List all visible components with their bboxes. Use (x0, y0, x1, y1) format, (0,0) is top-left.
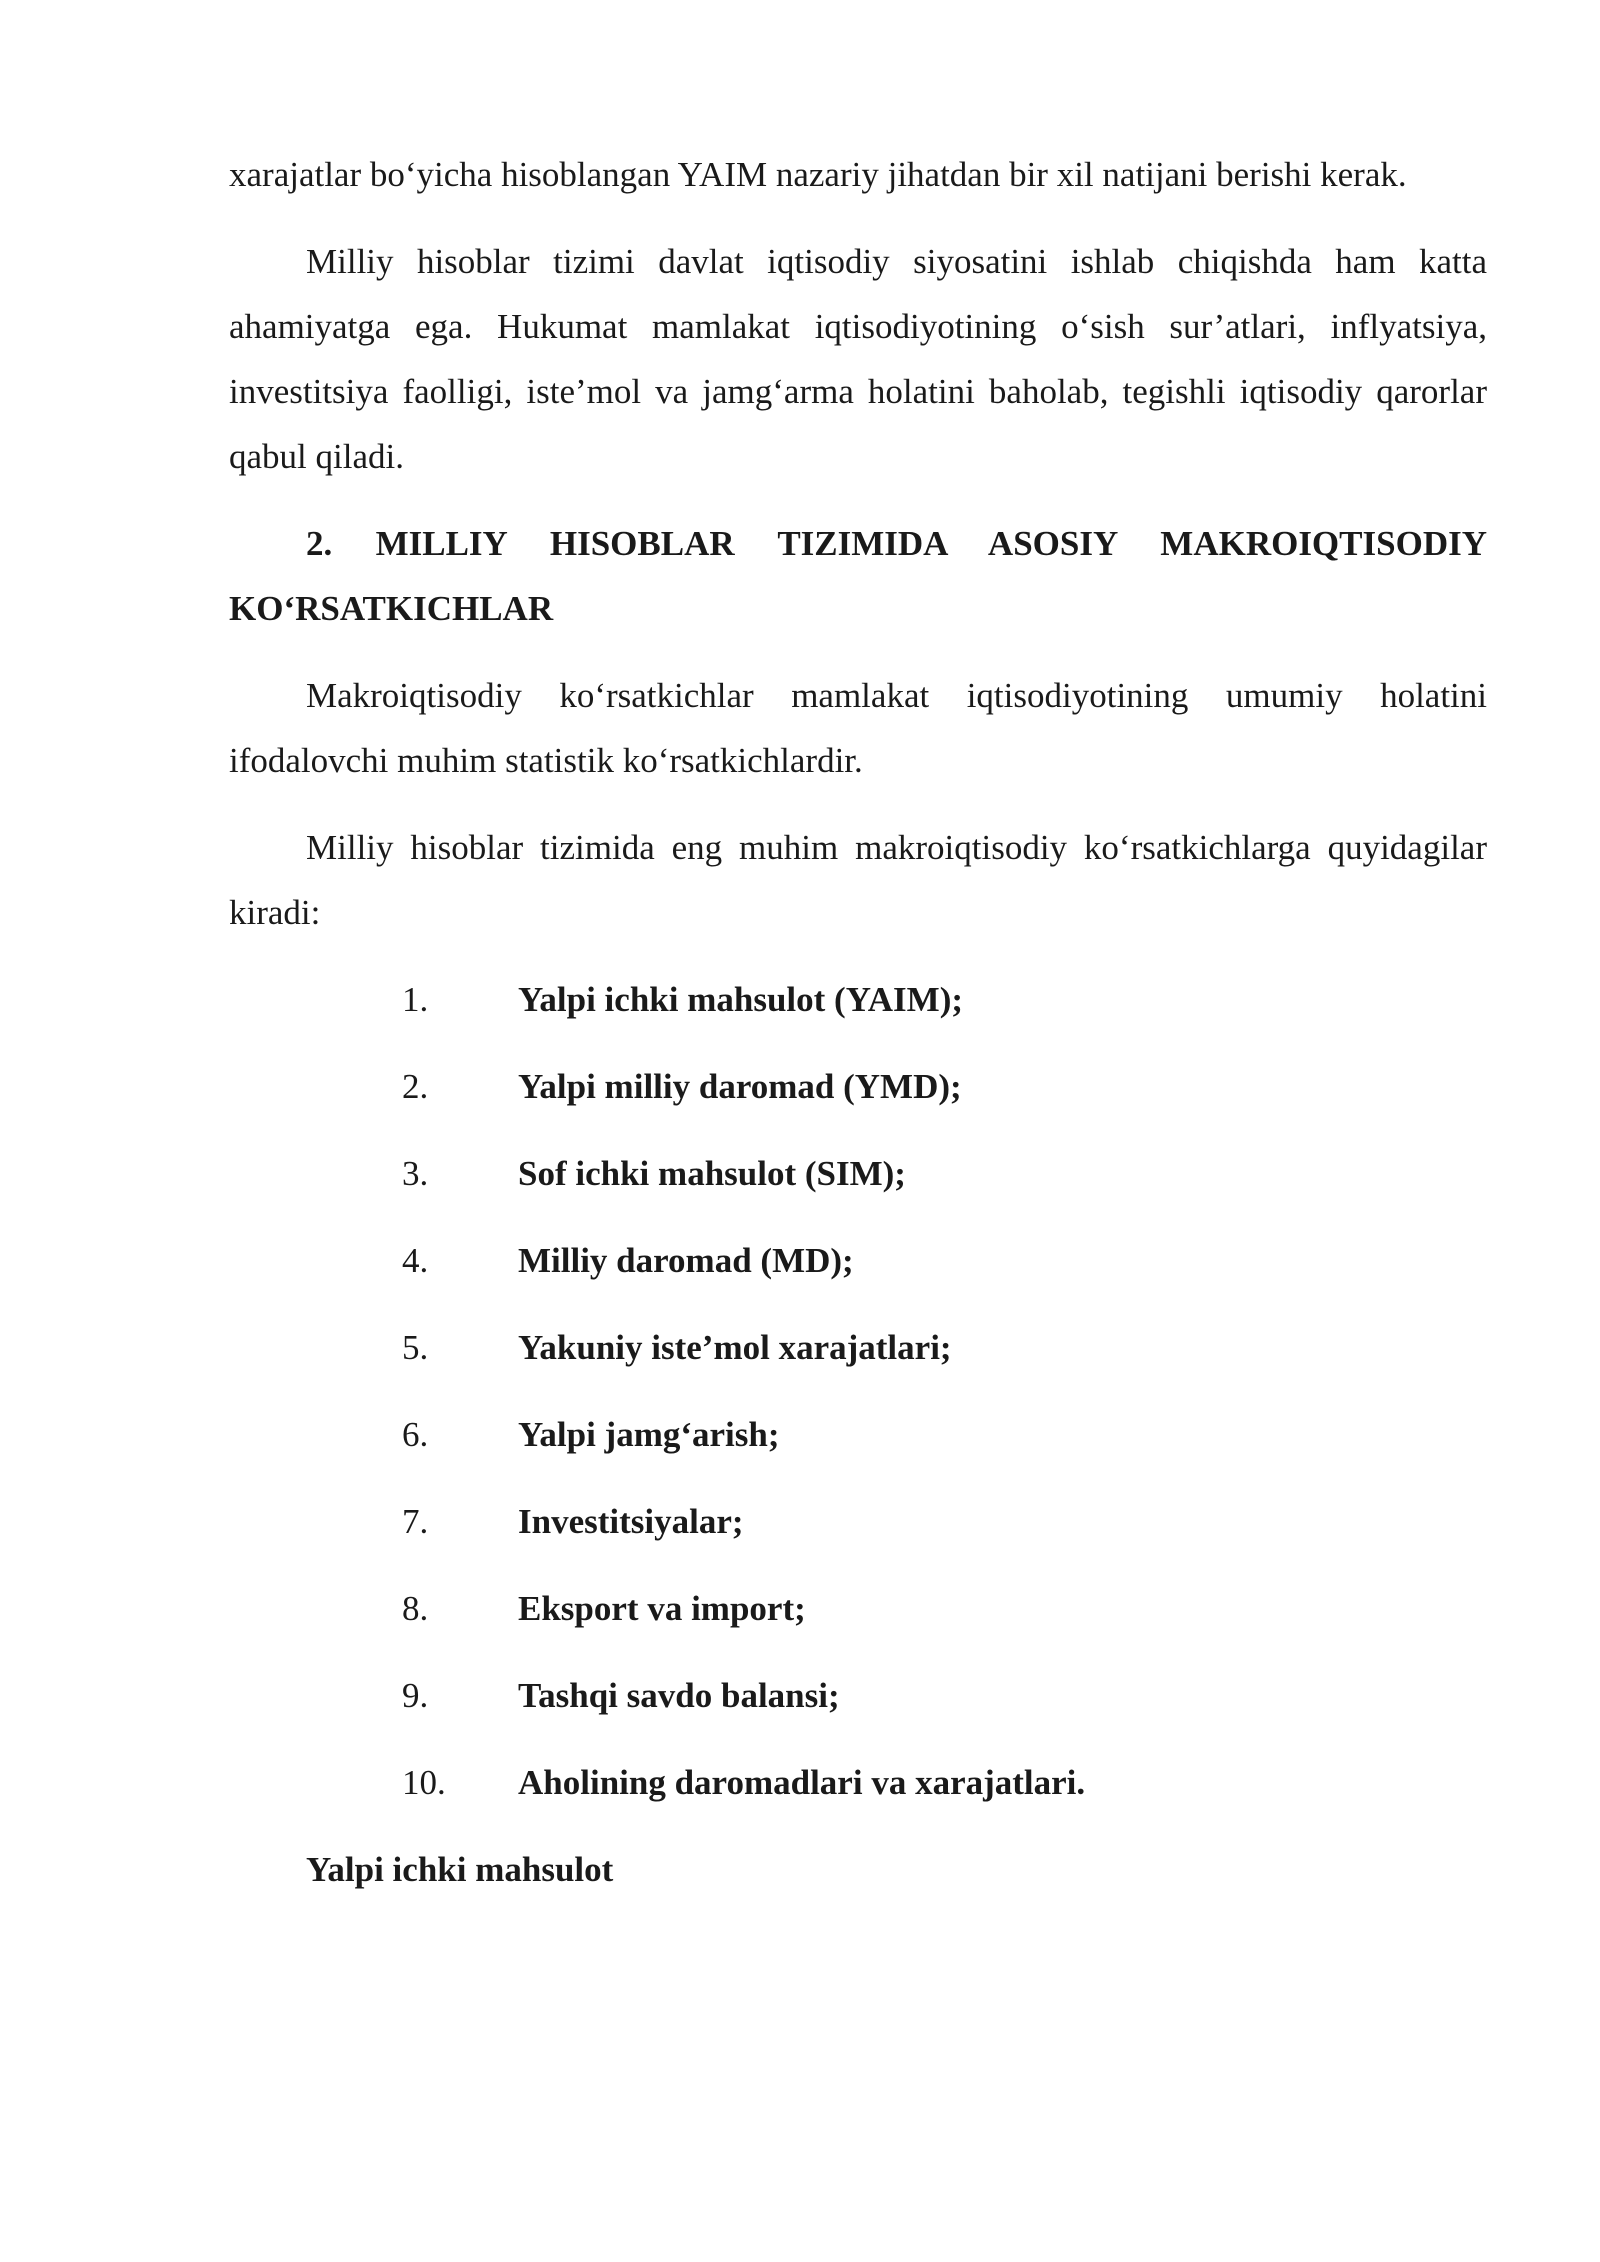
list-item-text: Aholining daromadlari va xarajatlari. (518, 1763, 1086, 1802)
list-item-text: Yakuniy iste’mol xarajatlari; (518, 1328, 952, 1367)
list-item-number: 6. (402, 1415, 429, 1454)
list-item-text: Milliy daromad (MD); (518, 1241, 854, 1280)
list-item-text: Yalpi milliy daromad (YMD); (518, 1067, 962, 1106)
paragraph-list-intro: Milliy hisoblar tizimida eng muhim makroiqtisodiy ko‘rsatkichlarga quyidagilar kiradi: (229, 828, 1487, 932)
list-item (229, 967, 1487, 1032)
list-item (229, 1663, 1487, 1728)
indicator-list (229, 967, 1487, 1815)
list-item (229, 1228, 1487, 1293)
subsection-heading: Yalpi ichki mahsulot (306, 1850, 614, 1889)
list-item (229, 1054, 1487, 1119)
list-item-number: 10. (402, 1763, 446, 1802)
list-item-number: 3. (402, 1154, 429, 1193)
list-item-text: Yalpi jamg‘arish; (518, 1415, 780, 1454)
list-item (229, 1489, 1487, 1554)
list-item (229, 1750, 1487, 1815)
list-item-number: 8. (402, 1589, 429, 1628)
list-item-text: Sof ichki mahsulot (SIM); (518, 1154, 906, 1193)
paragraph-continuation: xarajatlar bo‘yicha hisoblangan YAIM nazariy jihatdan bir xil natijani berishi kerak. (229, 155, 1407, 194)
list-item-number: 2. (402, 1067, 429, 1106)
paragraph-national-accounts-policy: Milliy hisoblar tizimi davlat iqtisodiy siyosatini ishlab chiqishda ham katta ahamiyatga ega. Hukumat mamlakat iqtisodiyotining o‘sish sur’atlari, inflyatsiya, investitsiya faolligi, iste’mol va jamg‘arma holatini baholab, tegishli iqtisodiy qarorlar qabul qiladi. (229, 242, 1487, 476)
list-item-number: 7. (402, 1502, 429, 1541)
list-item-text: Eksport va import; (518, 1589, 806, 1628)
list-item (229, 1141, 1487, 1206)
list-item-text: Investitsiyalar; (518, 1502, 744, 1541)
list-item (229, 1402, 1487, 1467)
list-item-number: 4. (402, 1241, 429, 1280)
list-item-number: 1. (402, 980, 429, 1019)
list-item-text: Yalpi ichki mahsulot (YAIM); (518, 980, 964, 1019)
document-page (229, 142, 1487, 1902)
paragraph-macro-indicators: Makroiqtisodiy ko‘rsatkichlar mamlakat iqtisodiyotining umumiy holatini ifodalovchi muhim statistik ko‘rsatkichlardir. (229, 676, 1487, 780)
list-item-text: Tashqi savdo balansi; (518, 1676, 840, 1715)
list-item (229, 1576, 1487, 1641)
list-item-number: 9. (402, 1676, 429, 1715)
list-item (229, 1315, 1487, 1380)
section-heading: 2. MILLIY HISOBLAR TIZIMIDA ASOSIY MAKROIQTISODIY KO‘RSATKICHLAR (229, 524, 1487, 628)
list-item-number: 5. (402, 1328, 429, 1367)
